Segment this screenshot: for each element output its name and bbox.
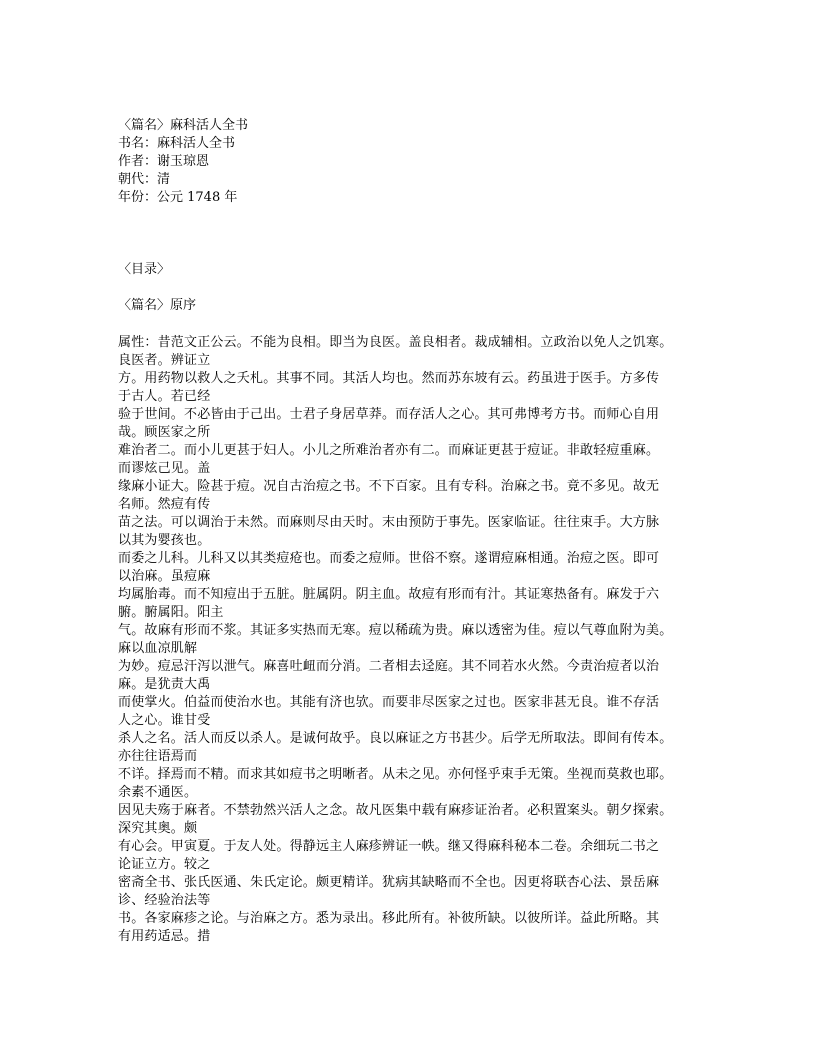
author-line: 作者：谢玉琼恩 (118, 154, 210, 169)
body-line: 书。各家麻疹之论。与治麻之方。悉为录出。移此所有。补彼所缺。以彼所详。益此所略。其 (118, 911, 660, 926)
body-line: 麻以血凉肌解 (118, 641, 198, 656)
body-line: 苗之法。可以调治于未然。而麻则尽由天时。末由预防于事先。医家临证。往往束手。大方脉 (118, 515, 660, 530)
body-line: 哉。顾医家之所 (118, 425, 211, 440)
body-line: 论证立方。较之 (118, 857, 211, 872)
year-line: 年份：公元 1748 年 (118, 190, 238, 205)
preface-body (118, 334, 700, 946)
body-line: 有用药适忌。措 (118, 929, 211, 944)
body-line: 因见夫殇于麻者。不禁勃然兴活人之念。故凡医集中载有麻疹证治者。必积置案头。朝夕探索。 (118, 803, 673, 818)
body-line: 均属胎毒。而不知痘出于五脏。脏属阴。阴主血。故痘有形而有汁。其证寒热备有。麻发于六 (118, 587, 660, 602)
body-line: 属性：昔范文正公云。不能为良相。即当为良医。盖良相者。裁成辅相。立政治以免人之饥寒。 (118, 335, 673, 350)
body-line: 有心会。甲寅夏。于友人处。得静远主人麻疹辨证一帙。继又得麻科秘本二卷。余细玩二书之 (118, 839, 660, 854)
toc-label: 〈目录〉 (118, 262, 171, 277)
section-heading: 〈篇名〉原序 (118, 298, 197, 313)
book-name-line: 书名：麻科活人全书 (118, 136, 236, 151)
dynasty-line: 朝代：清 (118, 172, 171, 187)
body-line: 而委之儿科。儿科又以其类痘疮也。而委之痘师。世俗不察。遂谓痘麻相通。治痘之医。即可 (118, 551, 660, 566)
body-line: 而使掌火。伯益而使治水也。其能有济也欤。而要非尽医家之过也。医家非甚无良。谁不存活 (118, 695, 660, 710)
body-line: 为妙。痘忌汗泻以泄气。麻喜吐衄而分消。二者相去迳庭。其不同若水火然。今责治痘者以治 (118, 659, 660, 674)
book-metadata (118, 117, 700, 207)
body-line: 腑。腑属阳。阳主 (118, 605, 224, 620)
body-line: 以治麻。虽痘麻 (118, 569, 211, 584)
body-line: 不详。择焉而不精。而求其如痘书之明晰者。从未之见。亦何怪乎束手无策。坐视而莫救也耶。 (118, 767, 673, 782)
body-line: 以其为婴孩也。 (118, 533, 211, 548)
body-line: 缘麻小证大。险甚于痘。况自古治痘之书。不下百家。且有专科。治麻之书。竟不多见。故无 (118, 479, 660, 494)
body-line: 亦往往语焉而 (118, 749, 198, 764)
body-line: 于古人。若已经 (118, 389, 211, 404)
body-line: 而谬炫己见。盖 (118, 461, 211, 476)
body-line: 深究其奥。颇 (118, 821, 198, 836)
title-line: 〈篇名〉麻科活人全书 (118, 118, 249, 133)
body-line: 名师。然痘有传 (118, 497, 211, 512)
body-line: 验于世间。不必皆由于己出。士君子身居草莽。而存活人之心。其可弗博考方书。而师心自用 (118, 407, 660, 422)
body-line: 人之心。谁甘受 (118, 713, 211, 728)
document-page (118, 117, 700, 946)
body-line: 难治者二。而小儿更甚于妇人。小儿之所难治者亦有二。而麻证更甚于痘证。非敢轻痘重麻。 (118, 443, 660, 458)
body-line: 气。故麻有形而不浆。其证多实热而无寒。痘以稀疏为贵。麻以透密为佳。痘以气尊血附为美。 (118, 623, 673, 638)
body-line: 麻。是犹责大禹 (118, 677, 211, 692)
body-line: 方。用药物以救人之夭札。其事不同。其活人均也。然而苏东坡有云。药虽进于医手。方多传 (118, 371, 660, 386)
body-line: 良医者。辨证立 (118, 353, 211, 368)
body-line: 密斋全书、张氏医通、朱氏定论。颇更精详。犹病其缺略而不全也。因更将联杏心法、景岳麻 (118, 875, 660, 890)
body-line: 诊、经验治法等 (118, 893, 211, 908)
body-line: 余素不通医。 (118, 785, 198, 800)
body-line: 杀人之名。活人而反以杀人。是诚何故乎。良以麻证之方书甚少。后学无所取法。即间有传本。 (118, 731, 673, 746)
